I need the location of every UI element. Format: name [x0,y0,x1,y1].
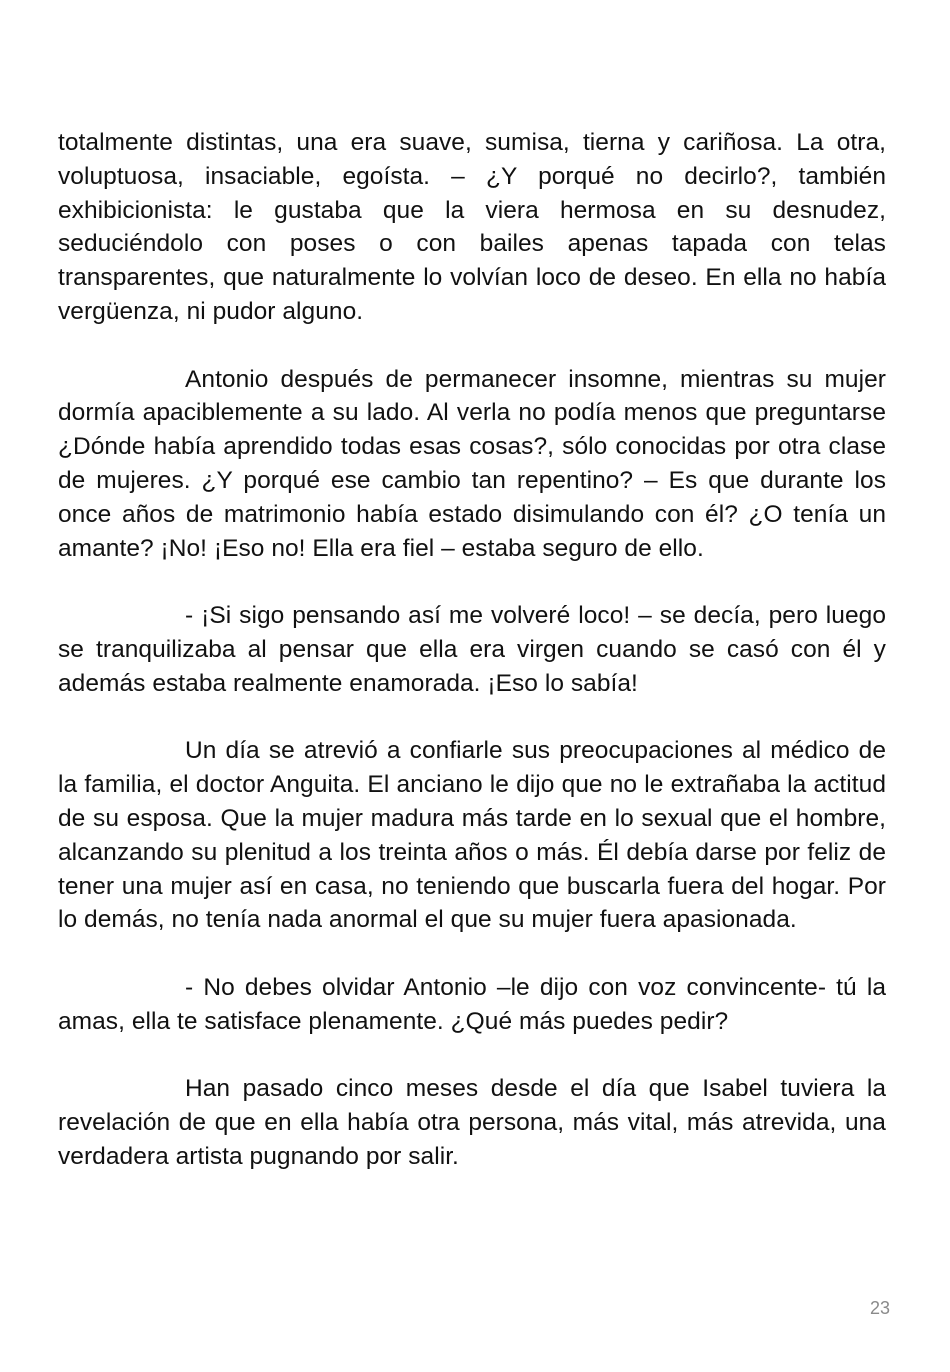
paragraph-1: totalmente distintas, una era suave, sumisa, tierna y cariñosa. La otra, voluptuosa, insaciable, egoísta. – ¿Y porqué no decirlo?, también exhibicionista: le gustaba que la viera hermosa en su desnudez, seduciéndolo con poses o con bailes apenas tapada con telas transparentes, que naturalmente lo volvían loco de deseo. En ella no había vergüenza, ni pudor alguno. [58,129,886,325]
body-text [58,126,886,1208]
paragraph-2: Antonio después de permanecer insomne, mientras su mujer dormía apaciblemente a su lado. Al verla no podía menos que preguntarse ¿Dónde había aprendido todas esas cosas?, sólo conocidas por otra clase de mujeres. ¿Y porqué ese cambio tan repentino? – Es que durante los once años de matrimonio había estado disimulando con él? ¿O tenía un amante? ¡No! ¡Eso no! Ella era fiel – estaba seguro de ello. [58,365,886,562]
paragraph-5: - No debes olvidar Antonio –le dijo con voz convincente- tú la amas, ella te satisface plenamente. ¿Qué más puedes pedir? [58,973,886,1035]
paragraph-4: Un día se atrevió a confiarle sus preocupaciones al médico de la familia, el doctor Anguita. El anciano le dijo que no le extrañaba la actitud de su esposa. Que la mujer madura más tarde en lo sexual que el hombre, alcanzando su plenitud a los treinta años o más. Él debía darse por feliz de tener una mujer así en casa, no teniendo que buscarla fuera del hogar. Por lo demás, no tenía nada anormal el que su mujer fuera apasionada. [58,737,886,934]
paragraph-6: Han pasado cinco meses desde el día que Isabel tuviera la revelación de que en ella había otra persona, más vital, más atrevida, una verdadera artista pugnando por salir. [58,1075,886,1170]
page-number: 23 [869,1298,890,1318]
paragraph-3: - ¡Si sigo pensando así me volveré loco! – se decía, pero luego se tranquilizaba al pensar que ella era virgen cuando se casó con él y además estaba realmente enamorada. ¡Eso lo sabía! [58,602,886,697]
